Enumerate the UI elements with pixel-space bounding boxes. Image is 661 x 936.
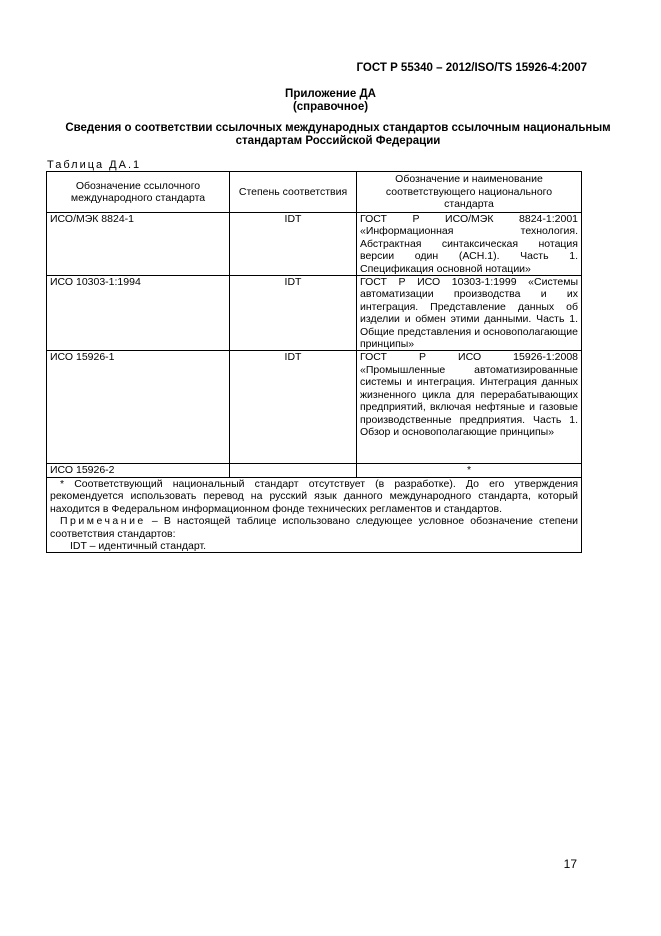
cell-national: ГОСТ Р ИСО/МЭК 8824-1:2001 «Информационная технология. Абстрактная синтаксическая нотация версии один (АСН.1). Часть 1. Спецификация основной нотации»: [357, 213, 582, 276]
page-number: 17: [563, 857, 577, 871]
cell-degree: [230, 464, 357, 477]
annex-title: Приложение ДА: [285, 88, 376, 100]
cell-ref: ИСО 15926-2: [47, 464, 230, 477]
cell-ref: ИСО 15926-1: [47, 351, 230, 464]
table-header-row: [47, 172, 582, 213]
cell-ref: ИСО/МЭК 8824-1: [47, 213, 230, 276]
cell-national: ГОСТ Р ИСО 10303-1:1999 «Системы автоматизации производства и их интеграция. Представление данных об изделии и обмен этими данными. Часть 1. Общие представления и основополагающие принципы»: [357, 276, 582, 351]
cell-national: *: [357, 464, 582, 477]
table-row: [47, 213, 582, 276]
correspondence-table: [46, 171, 582, 553]
column-header-degree: Степень соответствия: [230, 172, 357, 213]
cell-national: ГОСТ Р ИСО 15926-1:2008 «Промышленные автоматизированные системы и интеграция. Интеграция данных жизненного цикла для перерабатывающих предприятий, включая нефтяные и газовые производственные предприятия. Часть 1. Обзор и основополагающие принципы»: [357, 351, 582, 464]
note-text: – В настоящей таблице использовано следующее условное обозначение степени соответствия стандартов:: [50, 515, 578, 540]
annex-subtitle: (справочное): [292, 101, 369, 113]
table-footnote-cell: [47, 477, 582, 552]
cell-degree: IDT: [230, 276, 357, 351]
column-header-ref: Обозначение ссылочного международного стандарта: [47, 172, 230, 213]
column-header-national: Обозначение и наименование соответствующего национального стандарта: [357, 172, 582, 213]
footnote-text: * Соответствующий национальный стандарт отсутствует (в разработке). До его утверждения рекомендуется использовать перевод на русский язык данного международного стандарта, который находится в Федеральном информационном фонде технических регламентов и стандартов.: [50, 477, 578, 515]
document-code: ГОСТ Р 55340 – 2012/ISO/TS 15926-4:2007: [356, 62, 587, 74]
table-row: [47, 351, 582, 464]
cell-degree: IDT: [230, 213, 357, 276]
table-label: Таблица ДА.1: [47, 159, 142, 171]
section-heading: Сведения о соответствии ссылочных международных стандартов ссылочным национальным стандартам Российской Федерации: [65, 122, 611, 147]
cell-degree: IDT: [230, 351, 357, 464]
note-label: Примечание: [60, 515, 146, 528]
table-footnote-row: [47, 477, 582, 552]
table-row: [47, 276, 582, 351]
cell-ref: ИСО 10303-1:1994: [47, 276, 230, 351]
note-paragraph: [50, 515, 578, 540]
table-row: [47, 464, 582, 477]
idt-legend: IDT – идентичный стандарт.: [70, 539, 207, 552]
